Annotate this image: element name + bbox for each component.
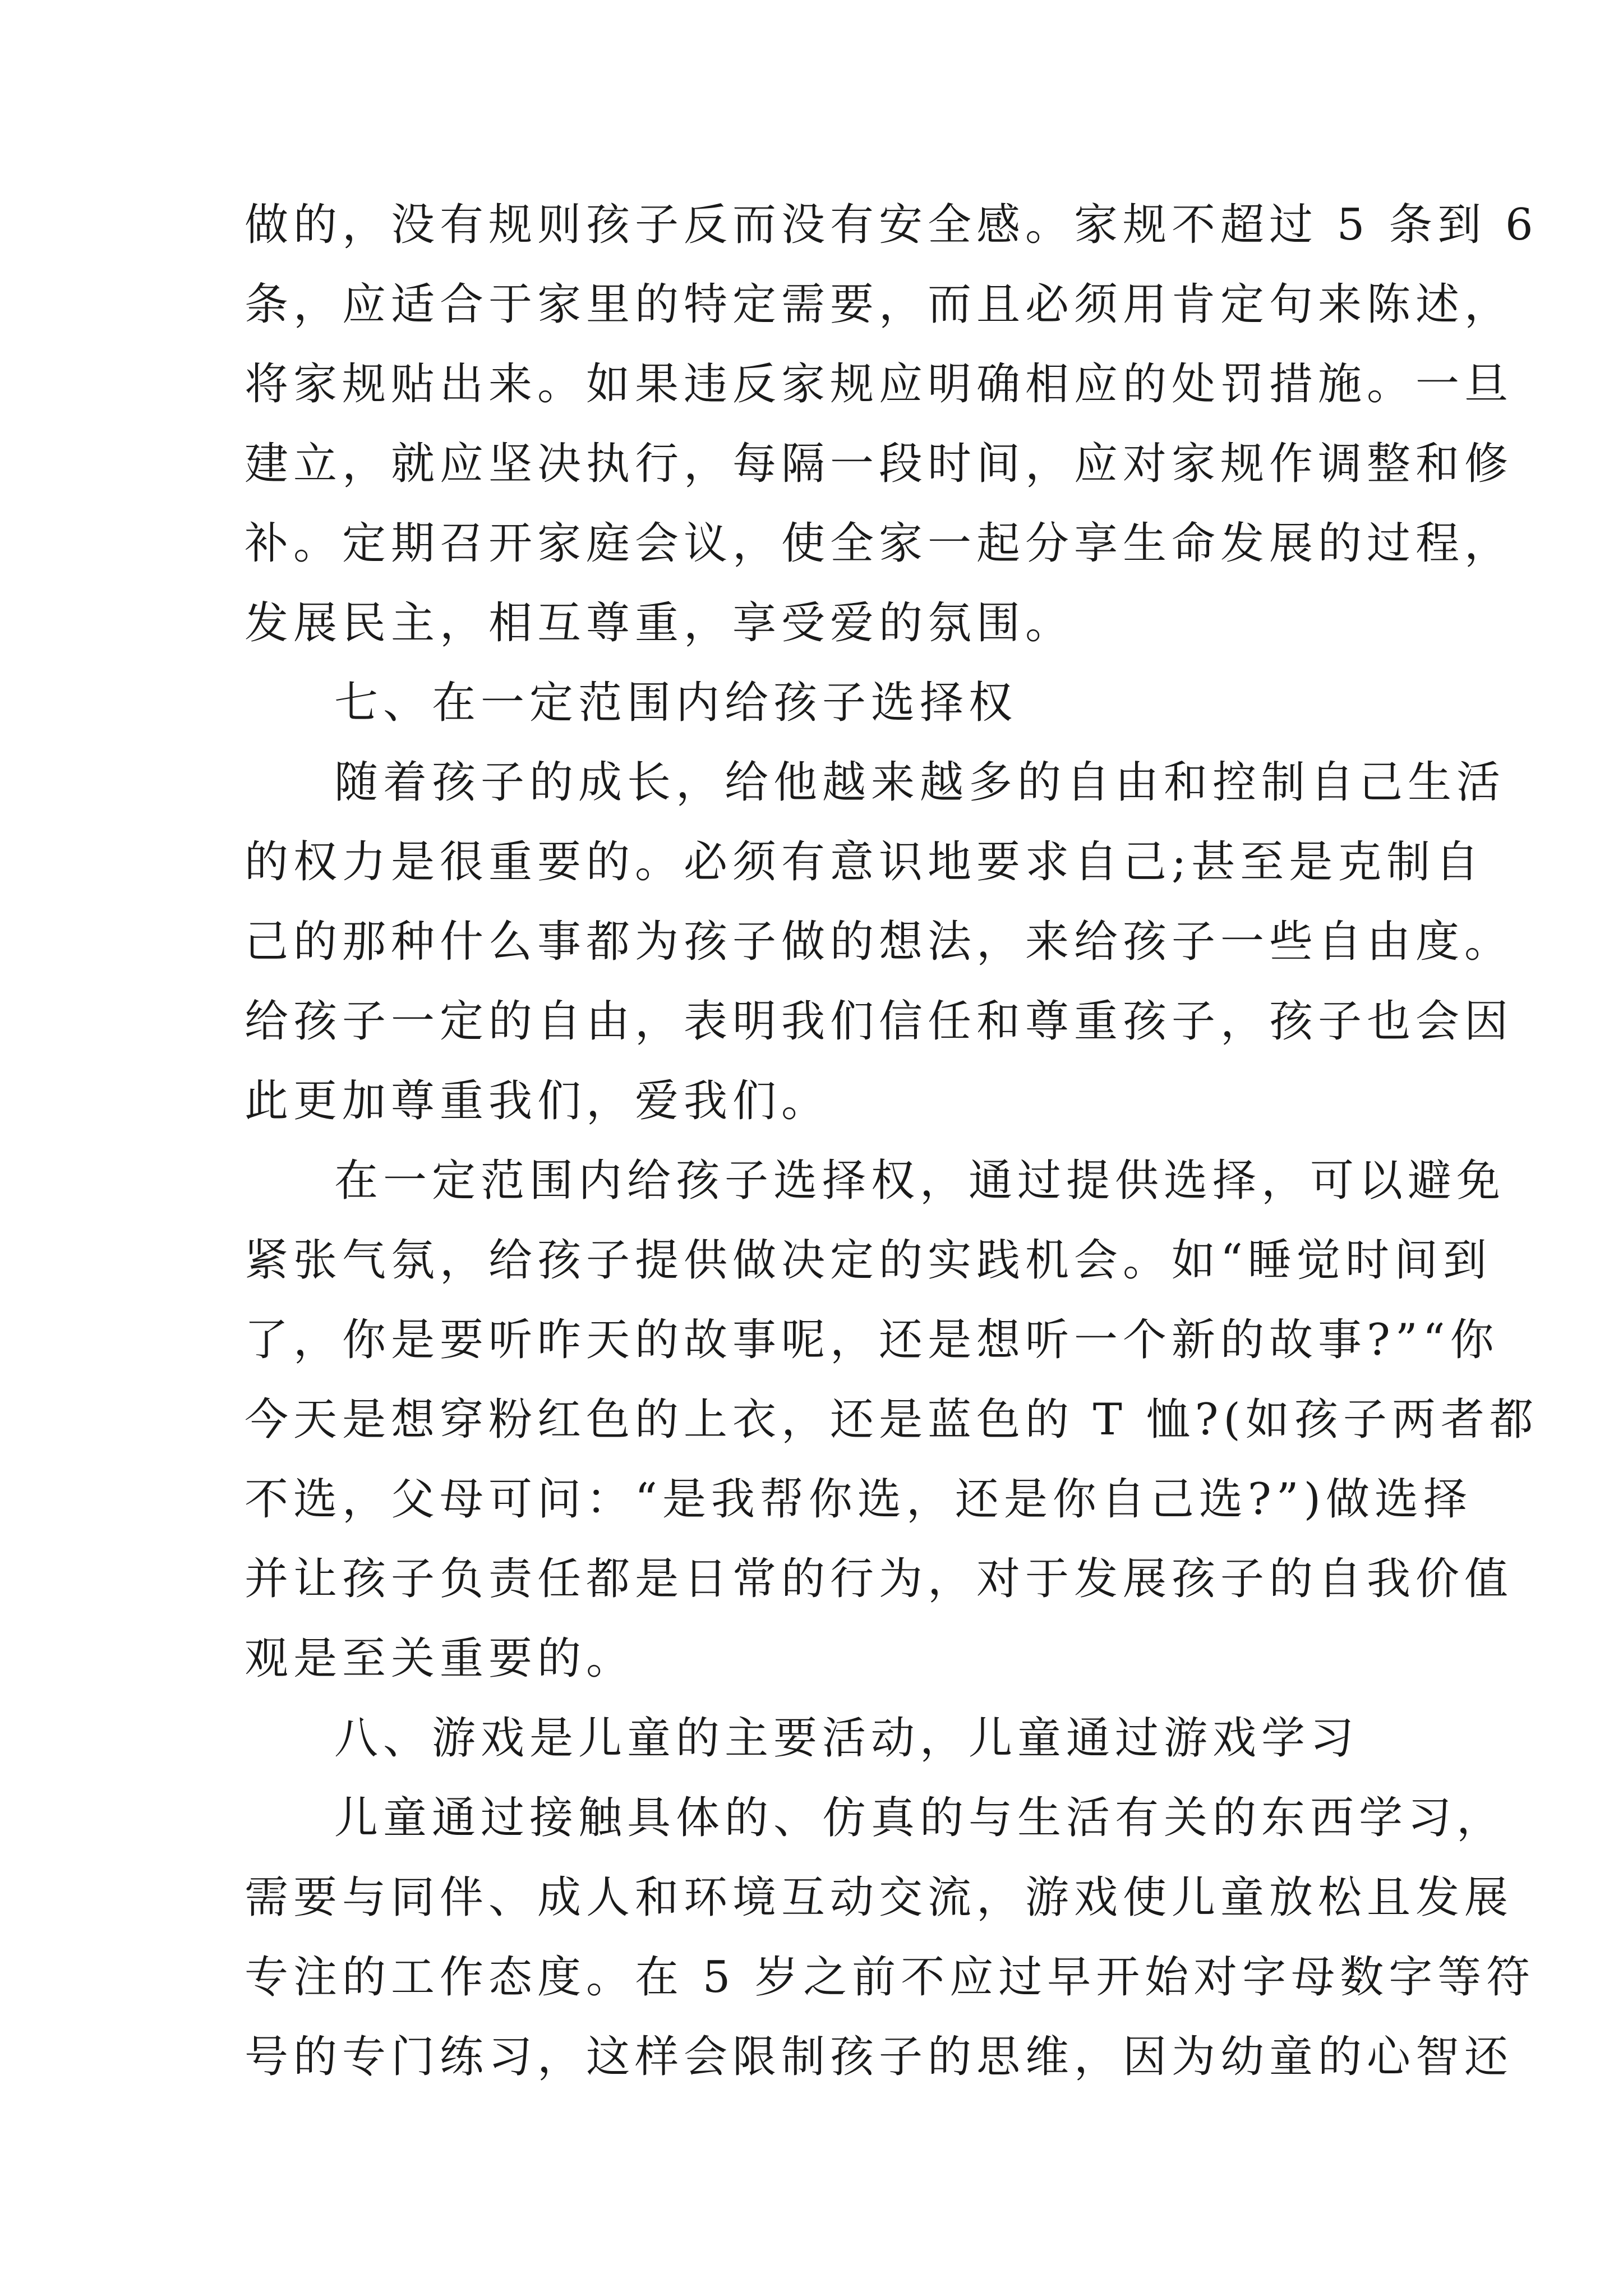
- text-line: 建立，就应坚决执行，每隔一段时间，应对家规作调整和修: [245, 439, 1514, 489]
- text-line: 了，你是要听昨天的故事呢，还是想听一个新的故事?”“你: [245, 1315, 1499, 1365]
- body-text: [245, 185, 1538, 2097]
- text-line: 专注的工作态度。在 5 岁之前不应过早开始对字母数字等符: [245, 1952, 1536, 2003]
- text-line: 紧张气氛，给孩子提供做决定的实践机会。如“睡觉时间到: [245, 1235, 1492, 1286]
- text-line: 号的专门练习，这样会限制孩子的思维，因为幼童的心智还: [245, 2032, 1514, 2082]
- text-line: 需要与同伴、成人和环境互动交流，游戏使儿童放松且发展: [245, 1872, 1514, 1923]
- text-line: 补。定期召开家庭会议，使全家一起分享生命发展的过程，: [245, 518, 1514, 569]
- text-line: 在一定范围内给孩子选择权，通过提供选择，可以避免: [334, 1156, 1506, 1206]
- text-line: 条，应适合于家里的特定需要，而且必须用肯定句来陈述，: [245, 279, 1514, 330]
- text-line: 并让孩子负责任都是日常的行为，对于发展孩子的自我价值: [245, 1554, 1514, 1604]
- text-line: 观是至关重要的。: [245, 1634, 635, 1684]
- section-heading: 七、在一定范围内给孩子选择权: [334, 678, 1018, 728]
- text-line: 不选，父母可问：“是我帮你选，还是你自己选?”)做选择: [245, 1474, 1473, 1525]
- text-line: 今天是想穿粉红色的上衣，还是蓝色的 T 恤?(如孩子两者都: [245, 1395, 1538, 1445]
- text-line: 做的，没有规则孩子反而没有安全感。家规不超过 5 条到 6: [245, 200, 1538, 250]
- text-line: 己的那种什么事都为孩子做的想法，来给孩子一些自由度。: [245, 917, 1514, 967]
- text-line: 发展民主，相互尊重，享受爱的氛围。: [245, 598, 1075, 648]
- text-line: 将家规贴出来。如果违反家规应明确相应的处罚措施。一旦: [245, 359, 1514, 409]
- text-line: 给孩子一定的自由，表明我们信任和尊重孩子，孩子也会因: [245, 996, 1514, 1047]
- text-line: 儿童通过接触具体的、仿真的与生活有关的东西学习，: [334, 1793, 1506, 1843]
- text-line: 此更加尊重我们，爱我们。: [245, 1076, 831, 1126]
- text-line: 的权力是很重要的。必须有意识地要求自己;甚至是克制自: [245, 837, 1484, 887]
- text-line: 随着孩子的成长，给他越来越多的自由和控制自己生活: [334, 757, 1506, 808]
- section-heading: 八、游戏是儿童的主要活动，儿童通过游戏学习: [334, 1713, 1359, 1764]
